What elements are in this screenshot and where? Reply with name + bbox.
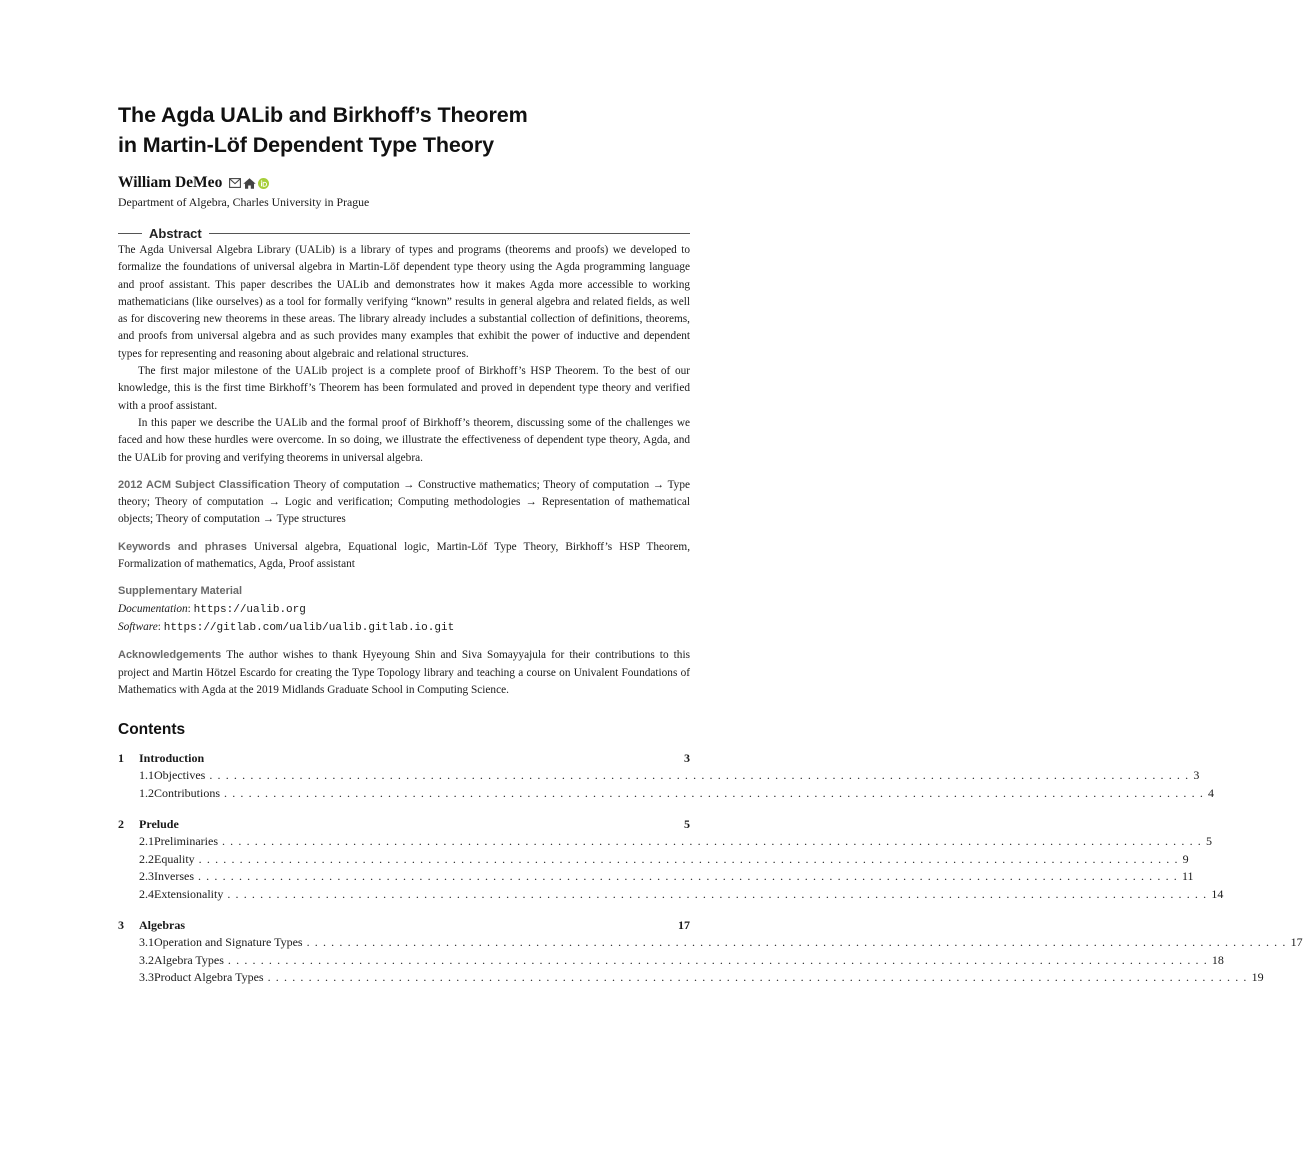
acm-text: Theory of computation → Constructive mathematics; Theory of computation → Type theory; Theory of computation → Logic and verification; Computing methodologies → Representation of mathematical objects; Theory of computation → Type structures xyxy=(118,478,690,526)
toc-section-page: 5 xyxy=(684,817,690,832)
software-label: Software xyxy=(118,620,158,633)
toc-section-number: 2 xyxy=(118,817,124,832)
abstract-paragraph: The Agda Universal Algebra Library (UALib) is a library of types and programs (theorems and proofs) we developed to formalize the foundations of universal algebra in Martin-Löf dependent type theory using the Agda programming language and proof assistant. This paper describes the UALib and demonstrates how it makes Agda more accessible to working mathematicians (like ourselves) as a tool for formally verifying “known” results in general algebra and related fields, as well as for discovering new theorems in these areas. The library already includes a substantial collection of definitions, theorems, and proofs from universal algebra and as such provides many examples that exhibit the power of inductive and dependent types for representing and reasoning about algebraic and relational structures. xyxy=(118,244,690,360)
abstract-rule-right xyxy=(209,233,690,234)
toc-subsection-page: 18 xyxy=(1211,952,1224,967)
toc-subsection-title: Extensionality xyxy=(154,886,224,901)
acknowledgements xyxy=(118,647,690,699)
toc-section-1[interactable] xyxy=(118,749,690,767)
toc-subsection-page: 14 xyxy=(1211,886,1224,901)
toc-subsection-2.3[interactable] xyxy=(118,868,1194,886)
documentation-line: Documentation: https://ualib.org xyxy=(118,602,306,616)
abstract-rule-left xyxy=(118,233,142,234)
toc-section-2[interactable] xyxy=(118,815,690,833)
abstract-paragraph: The first major milestone of the UALib project is a complete proof of Birkhoff’s HSP Theorem. To the best of our knowledge, this is the first time Birkhoff’s Theorem has been formulated and proved in dependent type theory and verified with a proof assistant. xyxy=(118,365,690,412)
toc-subsection-title: Objectives xyxy=(154,768,206,783)
documentation-link[interactable]: https://ualib.org xyxy=(193,603,306,616)
toc-subsection-3.2[interactable] xyxy=(118,952,1224,970)
toc-section-title: Algebras xyxy=(139,918,185,933)
toc-subsection-title: Operation and Signature Types xyxy=(154,935,303,950)
toc-section-page: 17 xyxy=(678,918,690,933)
toc-subsection-number: 2.4 xyxy=(139,886,154,901)
abstract-heading xyxy=(118,225,690,241)
toc-subsection-title: Preliminaries xyxy=(154,834,218,849)
toc-section-title: Prelude xyxy=(139,817,179,832)
toc-leader-dots: ........................................................................................................................ xyxy=(221,834,1206,849)
toc-leader-dots: ........................................................................................................................ xyxy=(197,869,1182,884)
contents-heading: Contents xyxy=(118,721,186,739)
acm-label: 2012 ACM Subject Classification xyxy=(118,478,291,491)
toc-subsection-number: 1.2 xyxy=(139,785,154,800)
keywords-text: Universal algebra, Equational logic, Martin-Löf Type Theory, Birkhoff’s HSP Theorem, Formalization of mathematics, Agda, Proof assistant xyxy=(118,540,691,571)
toc-subsection-3.3[interactable] xyxy=(118,969,1264,987)
toc-subsection-page: 5 xyxy=(1205,834,1212,849)
home-icon[interactable] xyxy=(243,178,256,189)
toc-subsection-2.4[interactable] xyxy=(118,886,1224,904)
toc-subsection-title: Inverses xyxy=(154,869,194,884)
software-line: Software: https://gitlab.com/ualib/ualib.gitlab.io.git xyxy=(118,620,455,634)
toc-subsection-number: 3.2 xyxy=(139,952,154,967)
toc-subsection-page: 17 xyxy=(1290,935,1303,950)
toc-section-page: 3 xyxy=(684,751,690,766)
toc-section-number: 1 xyxy=(118,751,124,766)
toc-leader-dots: ........................................................................................................................ xyxy=(198,851,1183,866)
toc-leader-dots: ........................................................................................................................ xyxy=(209,768,1194,783)
author-name: William DeMeo xyxy=(118,174,223,191)
software-link[interactable]: https://gitlab.com/ualib/ualib.gitlab.io.git xyxy=(163,621,455,634)
toc-subsection-1.1[interactable] xyxy=(118,767,1200,785)
toc-subsection-page: 11 xyxy=(1181,869,1194,884)
acm-classification xyxy=(118,477,690,529)
toc-subsection-number: 2.1 xyxy=(139,834,154,849)
acknowledgements-text: The author wishes to thank Hyeyoung Shin and Siva Somayyajula for their contributions to this project and Martin Hötzel Escardo for creating the Type Topology library and teaching a course on Univalent Foundations of Mathematics with Agda at the 2019 Midlands Graduate School in Computing Science. xyxy=(118,649,690,696)
toc-section-number: 3 xyxy=(118,918,124,933)
toc-section-3[interactable] xyxy=(118,916,690,934)
title-line-2: in Martin-Löf Dependent Type Theory xyxy=(118,133,494,157)
toc-subsection-number: 3.1 xyxy=(139,935,154,950)
toc-subsection-2.2[interactable] xyxy=(118,851,1189,869)
title-line-1: The Agda UALib and Birkhoff’s Theorem xyxy=(118,103,528,127)
toc-subsection-title: Equality xyxy=(154,851,195,866)
toc-gap xyxy=(118,802,690,815)
toc-subsection-1.2[interactable] xyxy=(118,785,1215,803)
toc-subsection-title: Contributions xyxy=(154,785,221,800)
toc-gap xyxy=(118,903,690,916)
affiliation: Department of Algebra, Charles University in Prague xyxy=(118,195,370,209)
table-of-contents xyxy=(118,749,1303,987)
toc-leader-dots: ........................................................................................................................ xyxy=(267,970,1252,985)
envelope-icon[interactable] xyxy=(229,178,241,188)
toc-subsection-page: 19 xyxy=(1251,970,1264,985)
toc-subsection-number: 1.1 xyxy=(139,768,154,783)
toc-subsection-title: Algebra Types xyxy=(154,952,224,967)
author-line xyxy=(118,174,690,192)
toc-section-title: Introduction xyxy=(139,751,205,766)
supplementary-material xyxy=(118,583,690,637)
abstract-paragraph: In this paper we describe the UALib and the formal proof of Birkhoff’s theorem, discussing some of the challenges we faced and how these hurdles were overcome. In so doing, we illustrate the effectiveness of dependent type theory, Agda, and the UALib for proving and verifying theorems in universal algebra. xyxy=(118,416,690,464)
toc-leader-dots: ........................................................................................................................ xyxy=(227,886,1212,901)
documentation-label: Documentation xyxy=(118,602,188,615)
toc-subsection-page: 3 xyxy=(1193,768,1200,783)
abstract-label: Abstract xyxy=(149,225,202,241)
toc-leader-dots: ........................................................................................................................ xyxy=(227,952,1212,967)
toc-subsection-page: 9 xyxy=(1182,851,1189,866)
orcid-icon[interactable] xyxy=(258,178,269,189)
toc-subsection-number: 3.3 xyxy=(139,970,154,985)
toc-subsection-page: 4 xyxy=(1208,785,1215,800)
supplementary-label: Supplementary Material xyxy=(118,585,243,598)
keywords-label: Keywords and phrases xyxy=(118,540,247,553)
abstract-body xyxy=(118,242,690,467)
acknowledgements-label: Acknowledgements xyxy=(118,649,222,662)
toc-leader-dots: ........................................................................................................................ xyxy=(306,935,1291,950)
toc-subsection-number: 2.2 xyxy=(139,851,154,866)
paper-page xyxy=(118,100,1303,987)
toc-subsection-number: 2.3 xyxy=(139,869,154,884)
toc-leader-dots: ........................................................................................................................ xyxy=(224,785,1209,800)
author-icons xyxy=(229,178,269,189)
paper-title xyxy=(118,100,690,160)
keywords xyxy=(118,539,690,574)
toc-subsection-2.1[interactable] xyxy=(118,833,1212,851)
toc-subsection-title: Product Algebra Types xyxy=(154,970,264,985)
toc-subsection-3.1[interactable] xyxy=(118,934,1303,952)
